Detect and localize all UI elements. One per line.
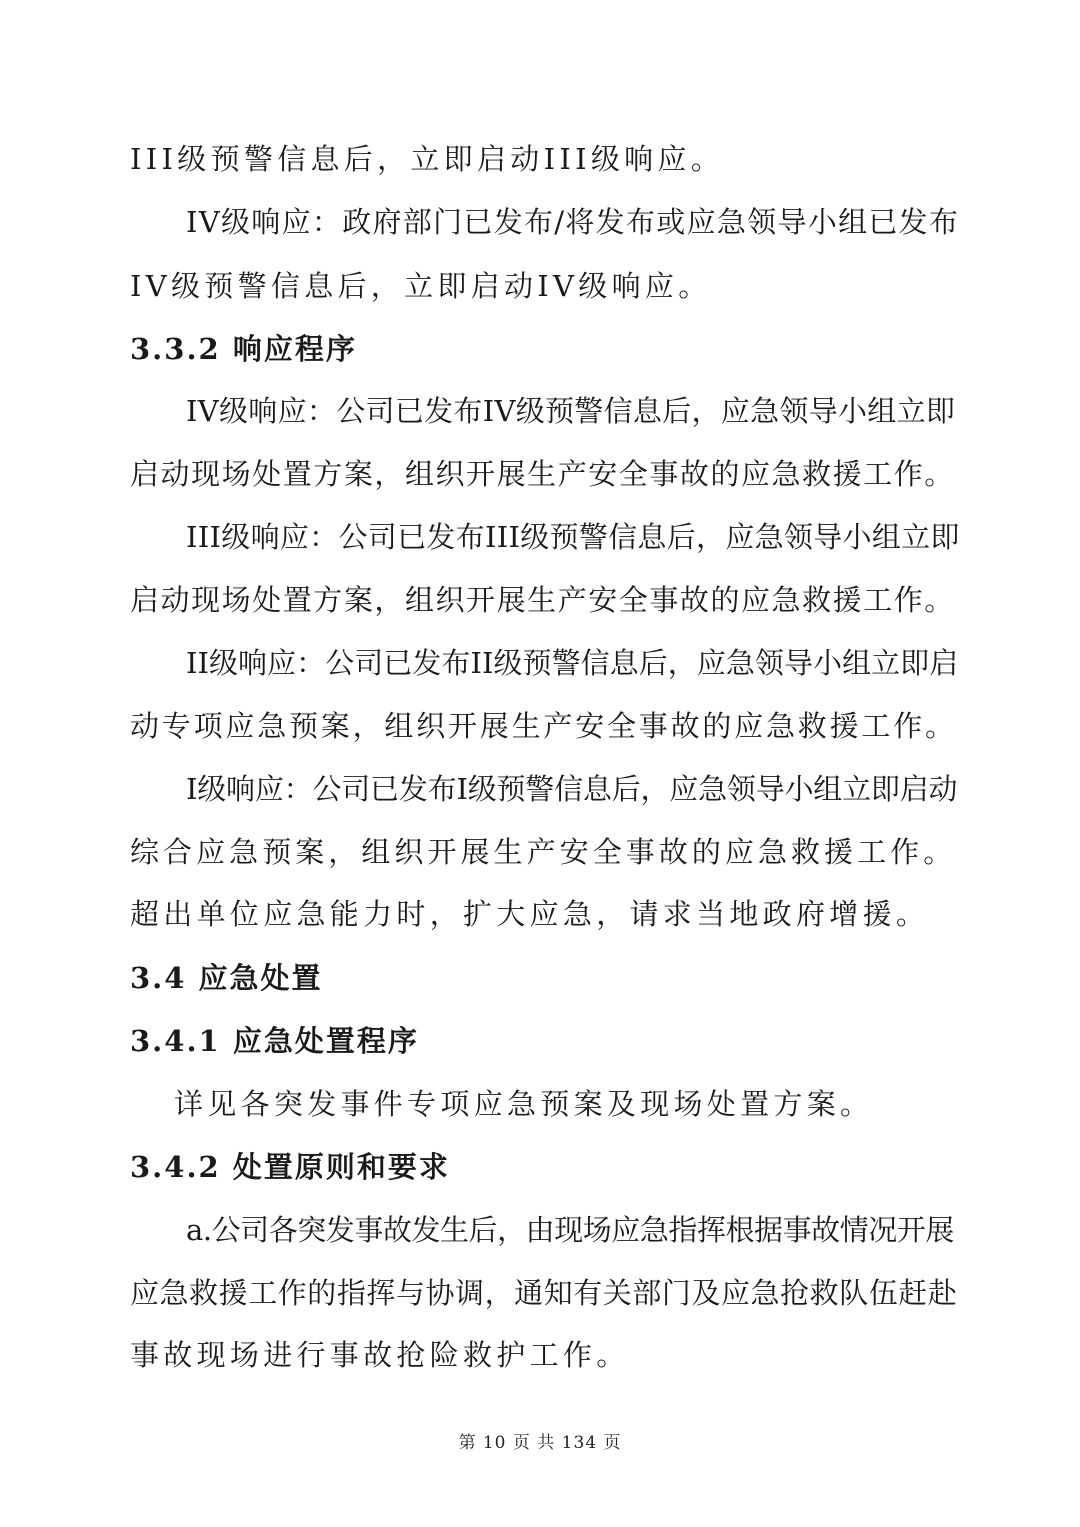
section-heading-3-4-1: 3.4.1 应急处置程序 <box>130 1024 419 1058</box>
paragraph-line: IV级响应：政府部门已发布/将发布或应急领导小组已发布 <box>186 205 960 239</box>
section-heading-3-4: 3.4 应急处置 <box>130 961 323 995</box>
paragraph-line: 详见各突发事件专项应急预案及现场处置方案。 <box>174 1087 874 1121</box>
paragraph-line: a.公司各突发事故发生后，由现场应急指挥根据事故情况开展 <box>186 1213 954 1247</box>
paragraph-line: I级响应：公司已发布I级预警信息后，应急领导小组立即启动 <box>186 772 958 806</box>
paragraph-line: IV级响应：公司已发布IV级预警信息后，应急领导小组立即 <box>186 394 956 428</box>
paragraph-line: 超出单位应急能力时，扩大应急，请求当地政府增援。 <box>130 897 930 931</box>
paragraph-line: 应急救援工作的指挥与协调，通知有关部门及应急抢救队伍赶赴 <box>130 1276 958 1310</box>
paragraph-line: IV级预警信息后，立即启动IV级响应。 <box>130 269 712 303</box>
paragraph-line: 启动现场处置方案，组织开展生产安全事故的应急救援工作。 <box>130 583 955 617</box>
paragraph-line: 启动现场处置方案，组织开展生产安全事故的应急救援工作。 <box>130 457 955 491</box>
paragraph-line: III级响应：公司已发布III级预警信息后，应急领导小组立即 <box>186 520 960 554</box>
paragraph-line: 事故现场进行事故抢险救护工作。 <box>130 1338 630 1372</box>
paragraph-line: 综合应急预案，组织开展生产安全事故的应急救援工作。 <box>130 835 957 869</box>
paragraph-line: III级预警信息后，立即启动III级响应。 <box>130 142 725 176</box>
section-heading-3-3-2: 3.3.2 响应程序 <box>130 332 357 366</box>
page-footer: 第 10 页 共 134 页 <box>458 1433 622 1453</box>
section-heading-3-4-2: 3.4.2 处置原则和要求 <box>130 1150 450 1184</box>
paragraph-line: II级响应：公司已发布II级预警信息后，应急领导小组立即启 <box>186 646 959 680</box>
paragraph-line: 动专项应急预案，组织开展生产安全事故的应急救援工作。 <box>130 709 957 743</box>
